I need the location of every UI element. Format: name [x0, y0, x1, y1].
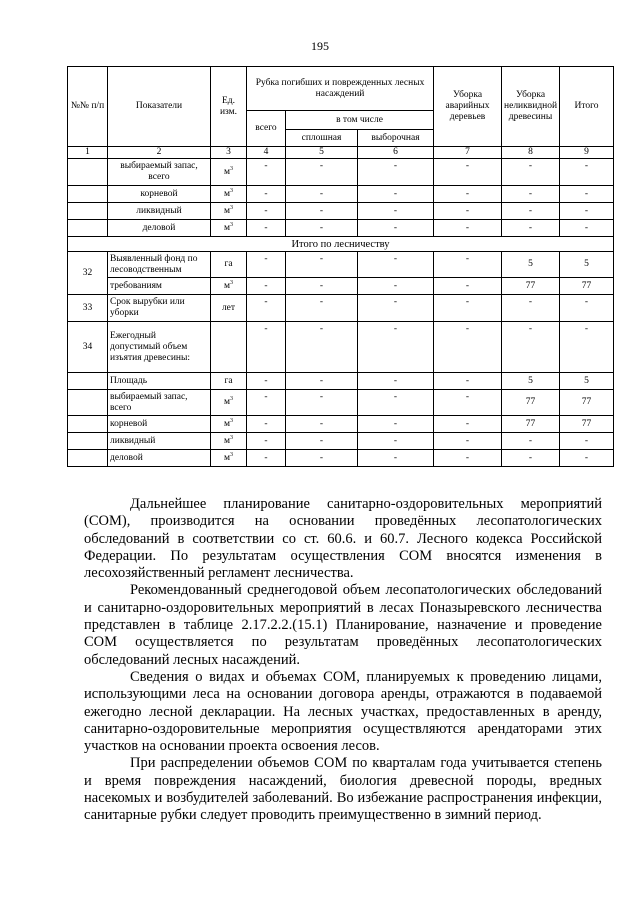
value-cell: -: [358, 186, 434, 203]
unit-cell: $м^3$: [211, 220, 247, 237]
table-row: [68, 186, 614, 203]
table-row: [68, 450, 614, 467]
unit-cell: га: [211, 252, 247, 278]
row-label: Срок вырубки или уборки: [108, 295, 211, 322]
table-row: [68, 390, 614, 416]
unit-cell: $м^3$: [211, 450, 247, 467]
value-cell: -: [247, 159, 286, 186]
value-cell: -: [247, 450, 286, 467]
page-number: 195: [311, 39, 329, 53]
value-cell: -: [358, 220, 434, 237]
table-row: [68, 203, 614, 220]
value-cell: 5: [560, 373, 614, 390]
unit-cell: $м^3$: [211, 186, 247, 203]
value-cell: -: [247, 220, 286, 237]
header-felling: Рубка погибших и поврежденных лесных насаждений: [247, 67, 434, 111]
row-label: деловой: [108, 220, 211, 237]
unit-cell: $м^3$: [211, 203, 247, 220]
value-cell: -: [560, 322, 614, 373]
value-cell: 77: [560, 390, 614, 416]
header-unit: Ед. изм.: [211, 67, 247, 147]
value-cell: -: [560, 203, 614, 220]
value-cell: -: [434, 433, 502, 450]
col-number: 6: [358, 147, 434, 159]
header-illiquid: Уборка неликвидной древесины: [502, 67, 560, 147]
value-cell: -: [247, 390, 286, 416]
table-row: [68, 322, 614, 373]
header-emergency: Уборка аварийных деревьев: [434, 67, 502, 147]
value-cell: -: [560, 433, 614, 450]
value-cell: -: [286, 416, 358, 433]
value-cell: 77: [560, 416, 614, 433]
col-number: 7: [434, 147, 502, 159]
value-cell: -: [286, 433, 358, 450]
value-cell: -: [286, 373, 358, 390]
value-cell: -: [434, 278, 502, 295]
paragraph: Сведения о видах и объемах СОМ, планируемых к проведению лицами, использующими леса на основании договора аренды, отражаются в подаваемой ежегодно лесной декларации. На лесных участках, предоставленных в аренду, санитарно-оздоровительные мероприятия осуществляются арендаторами этих участков на основании проекта освоения лесов.: [84, 668, 602, 755]
table-row: [68, 373, 614, 390]
header-itogo: Итого: [560, 67, 614, 147]
value-cell: 77: [502, 416, 560, 433]
value-cell: -: [358, 295, 434, 322]
value-cell: -: [434, 295, 502, 322]
header-num: №№ п/п: [68, 67, 108, 147]
table-row: [68, 416, 614, 433]
unit-cell: лет: [211, 295, 247, 322]
row-label: Ежегодный допустимый объем изъятия древесины:: [108, 322, 211, 373]
table-row: [68, 278, 614, 295]
value-cell: -: [560, 186, 614, 203]
row-label: ликвидный: [108, 203, 211, 220]
table-row: [68, 159, 614, 186]
value-cell: -: [358, 433, 434, 450]
value-cell: -: [502, 159, 560, 186]
value-cell: -: [434, 373, 502, 390]
value-cell: -: [358, 390, 434, 416]
value-cell: -: [434, 322, 502, 373]
value-cell: -: [434, 159, 502, 186]
value-cell: 77: [560, 278, 614, 295]
unit-cell: $м^3$: [211, 159, 247, 186]
value-cell: -: [358, 278, 434, 295]
value-cell: -: [502, 186, 560, 203]
value-cell: -: [358, 450, 434, 467]
value-cell: 5: [560, 252, 614, 278]
value-cell: -: [358, 416, 434, 433]
value-cell: -: [247, 433, 286, 450]
value-cell: -: [434, 416, 502, 433]
col-number: 8: [502, 147, 560, 159]
row-label: Выявленный фонд по лесоводственным: [108, 252, 211, 278]
row-number: 32: [68, 252, 108, 295]
table-row: [68, 433, 614, 450]
value-cell: -: [502, 322, 560, 373]
unit-cell: $м^3$: [211, 390, 247, 416]
value-cell: -: [358, 203, 434, 220]
col-number: 2: [108, 147, 211, 159]
body-text: [84, 496, 602, 825]
row-label: Площадь: [108, 373, 211, 390]
value-cell: -: [286, 220, 358, 237]
value-cell: -: [434, 252, 502, 278]
value-cell: -: [560, 220, 614, 237]
value-cell: -: [434, 220, 502, 237]
value-cell: -: [358, 322, 434, 373]
value-cell: -: [247, 252, 286, 278]
value-cell: -: [286, 295, 358, 322]
value-cell: -: [560, 450, 614, 467]
value-cell: -: [502, 450, 560, 467]
row-label: выбираемый запас, всего: [108, 159, 211, 186]
col-number: 5: [286, 147, 358, 159]
value-cell: -: [560, 295, 614, 322]
value-cell: 77: [502, 278, 560, 295]
header-selective: выборочная: [358, 130, 434, 147]
value-cell: -: [560, 159, 614, 186]
value-cell: -: [502, 203, 560, 220]
table-row: [68, 295, 614, 322]
unit-cell: $м^3$: [211, 278, 247, 295]
row-label: корневой: [108, 186, 211, 203]
value-cell: -: [286, 252, 358, 278]
value-cell: -: [286, 278, 358, 295]
value-cell: -: [286, 450, 358, 467]
table-row: [68, 220, 614, 237]
unit-cell: га: [211, 373, 247, 390]
value-cell: -: [247, 373, 286, 390]
paragraph: Дальнейшее планирование санитарно-оздоровительных мероприятий (СОМ), производится на основании проведённых лесопатологических обследований в соответствии со ст. 60.6. и 60.7. Лесного кодекса Российской Федерации. По результатам осуществления СОМ вносятся изменения в лесохозяйственный регламент лесничества.: [84, 496, 602, 582]
col-number: 3: [211, 147, 247, 159]
value-cell: -: [247, 322, 286, 373]
value-cell: -: [286, 322, 358, 373]
value-cell: -: [502, 433, 560, 450]
value-cell: -: [358, 252, 434, 278]
value-cell: -: [286, 186, 358, 203]
header-clear: сплошная: [286, 130, 358, 147]
value-cell: -: [286, 159, 358, 186]
value-cell: -: [247, 203, 286, 220]
value-cell: -: [286, 203, 358, 220]
col-number: 9: [560, 147, 614, 159]
value-cell: -: [286, 390, 358, 416]
value-cell: -: [434, 186, 502, 203]
value-cell: -: [502, 220, 560, 237]
value-cell: -: [502, 295, 560, 322]
value-cell: -: [247, 416, 286, 433]
table-row: [68, 252, 614, 278]
col-number: 1: [68, 147, 108, 159]
row-label: корневой: [108, 416, 211, 433]
header-indicator: Показатели: [108, 67, 211, 147]
som-table: [67, 66, 614, 467]
value-cell: -: [247, 295, 286, 322]
header-total-all: всего: [247, 111, 286, 147]
row-label: ликвидный: [108, 433, 211, 450]
value-cell: -: [434, 450, 502, 467]
row-number: 33: [68, 295, 108, 322]
value-cell: -: [247, 278, 286, 295]
value-cell: 77: [502, 390, 560, 416]
value-cell: 5: [502, 252, 560, 278]
value-cell: -: [247, 186, 286, 203]
header-including: в том числе: [286, 111, 434, 130]
row-label: требованиям: [108, 278, 211, 295]
value-cell: -: [358, 159, 434, 186]
paragraph: При распределении объемов СОМ по кварталам года учитывается степень и время повреждения насаждений, биология древесной породы, вредных насекомых и возбудителей заболеваний. Во избежание распространения инфекции, санитарные рубки следует проводить преимущественно в зимний период.: [84, 755, 602, 824]
unit-cell: $м^3$: [211, 416, 247, 433]
section-title: Итого по лесничеству: [68, 237, 614, 252]
col-number: 4: [247, 147, 286, 159]
value-cell: -: [358, 373, 434, 390]
row-number: 34: [68, 322, 108, 373]
value-cell: -: [434, 390, 502, 416]
paragraph: Рекомендованный среднегодовой объем лесопатологических обследований и санитарно-оздоровительных мероприятий в лесах Поназыревского лесничества представлен в таблице 2.17.2.2.(15.1) Планирование, назначение и проведение СОМ осуществляется по результатам проведённых лесопатологических обследований лесных насаждений.: [84, 582, 602, 668]
row-label: выбираемый запас, всего: [108, 390, 211, 416]
row-label: деловой: [108, 450, 211, 467]
unit-cell: $м^3$: [211, 433, 247, 450]
value-cell: -: [434, 203, 502, 220]
value-cell: 5: [502, 373, 560, 390]
